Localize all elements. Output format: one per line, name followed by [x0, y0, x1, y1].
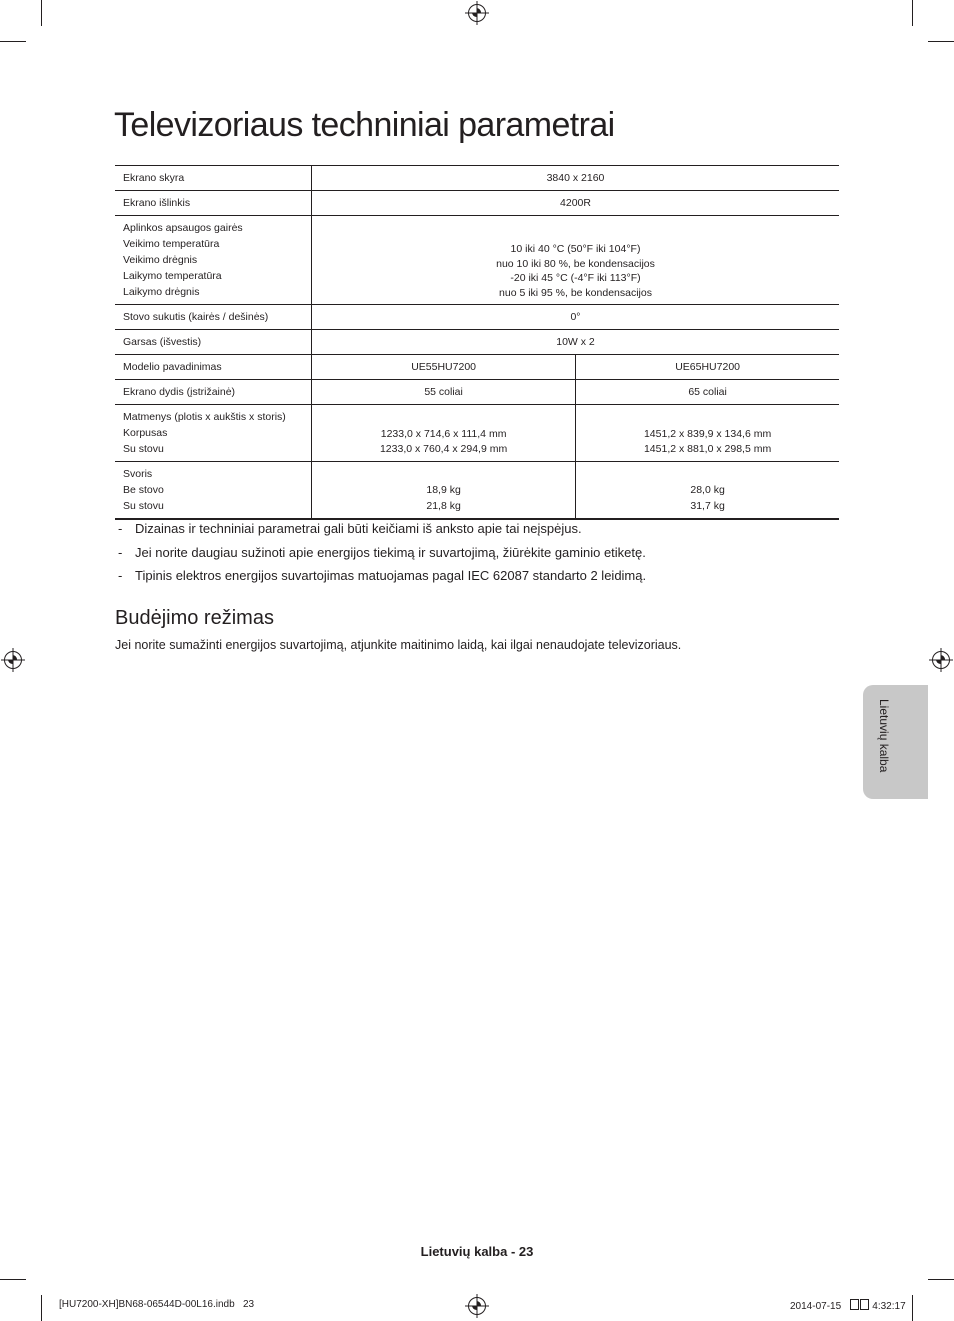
list-item: - Jei norite daugiau sužinoti apie energijos tiekimą ir suvartojimą, žiūrėkite gaminio etiketę. [115, 545, 646, 569]
side-tab-label: Lietuvių kalba [877, 699, 891, 773]
table-row [115, 380, 839, 405]
section-heading: Budėjimo režimas [115, 607, 274, 629]
row-value: 18,9 kg 21,8 kg [312, 462, 576, 520]
registration-mark-icon [4, 651, 22, 669]
crop-mark [928, 41, 954, 42]
notes-list [115, 521, 646, 592]
row-label: Ekrano skyra [123, 172, 185, 184]
registration-mark-icon [468, 1297, 486, 1315]
row-value: 65 coliai [576, 380, 839, 405]
row-label: Ekrano dydis (įstrižainė) [123, 386, 236, 398]
list-item: - Tipinis elektros energijos suvartojimas matuojamas pagal IEC 62087 standarto 2 leidimą. [115, 568, 646, 592]
crop-mark [912, 0, 913, 26]
row-value: 28,0 kg 31,7 kg [576, 462, 839, 520]
table-row [115, 166, 839, 191]
crop-mark [41, 1295, 42, 1321]
crop-mark [928, 1279, 954, 1280]
page-title: Televizoriaus techniniai parametrai [114, 106, 615, 144]
registration-mark-icon [468, 4, 486, 22]
table-row [115, 216, 839, 305]
row-label: Matmenys (plotis x aukštis x storis) Korpusas Su stovu [123, 411, 286, 455]
crop-mark [912, 1295, 913, 1321]
row-label: Modelio pavadinimas [123, 361, 222, 373]
page-number: Lietuvių kalba - 23 [420, 1244, 534, 1259]
row-value: 0° [312, 305, 840, 330]
specs-table [115, 165, 839, 520]
table-row [115, 305, 839, 330]
registration-mark-icon [932, 651, 950, 669]
crop-mark [41, 0, 42, 26]
box-glyph-icon [860, 1299, 869, 1310]
row-value: 3840 x 2160 [312, 166, 840, 191]
language-side-tab [863, 685, 928, 799]
crop-mark [0, 41, 26, 42]
row-value: 1233,0 x 714,6 x 111,4 mm 1233,0 x 760,4 x 294,9 mm [312, 405, 576, 462]
table-row [115, 405, 839, 462]
footer-file: [HU7200-XH]BN68-06544D-00L16.indb 23 [59, 1299, 255, 1310]
row-value: UE65HU7200 [576, 355, 839, 380]
table-row [115, 462, 839, 520]
row-label: Aplinkos apsaugos gairės Veikimo temperatūra Veikimo drėgnis Laikymo temperatūra Laikymo drėgnis [123, 222, 243, 298]
section-text: Jei norite sumažinti energijos suvartojimą, atjunkite maitinimo laidą, kai ilgai nenaudojate televizoriaus. [115, 638, 682, 652]
crop-mark [0, 1279, 26, 1280]
row-value: 4200R [312, 191, 840, 216]
row-label: Svoris Be stovo Su stovu [123, 468, 164, 512]
table-row [115, 191, 839, 216]
row-value: 10W x 2 [312, 330, 840, 355]
list-item: - Dizainas ir techniniai parametrai gali būti keičiami iš anksto apie tai neįspėjus. [115, 521, 646, 545]
box-glyph-icon [850, 1299, 859, 1310]
footer-timestamp: 2014-07-15 4:32:17 [790, 1301, 906, 1312]
row-value: 1451,2 x 839,9 x 134,6 mm 1451,2 x 881,0 x 298,5 mm [576, 405, 839, 462]
row-label: Stovo sukutis (kairės / dešinės) [123, 311, 269, 323]
table-row [115, 330, 839, 355]
row-value: UE55HU7200 [312, 355, 576, 380]
row-label: Ekrano išlinkis [123, 197, 191, 209]
row-value: 55 coliai [312, 380, 576, 405]
row-label: Garsas (išvestis) [123, 336, 202, 348]
table-row [115, 355, 839, 380]
row-value: 10 iki 40 °C (50°F iki 104°F) nuo 10 iki 80 %, be kondensacijos -20 iki 45 °C (-4°F iki 113°F) nuo 5 iki 95 %, be kondensacijos [312, 216, 840, 305]
